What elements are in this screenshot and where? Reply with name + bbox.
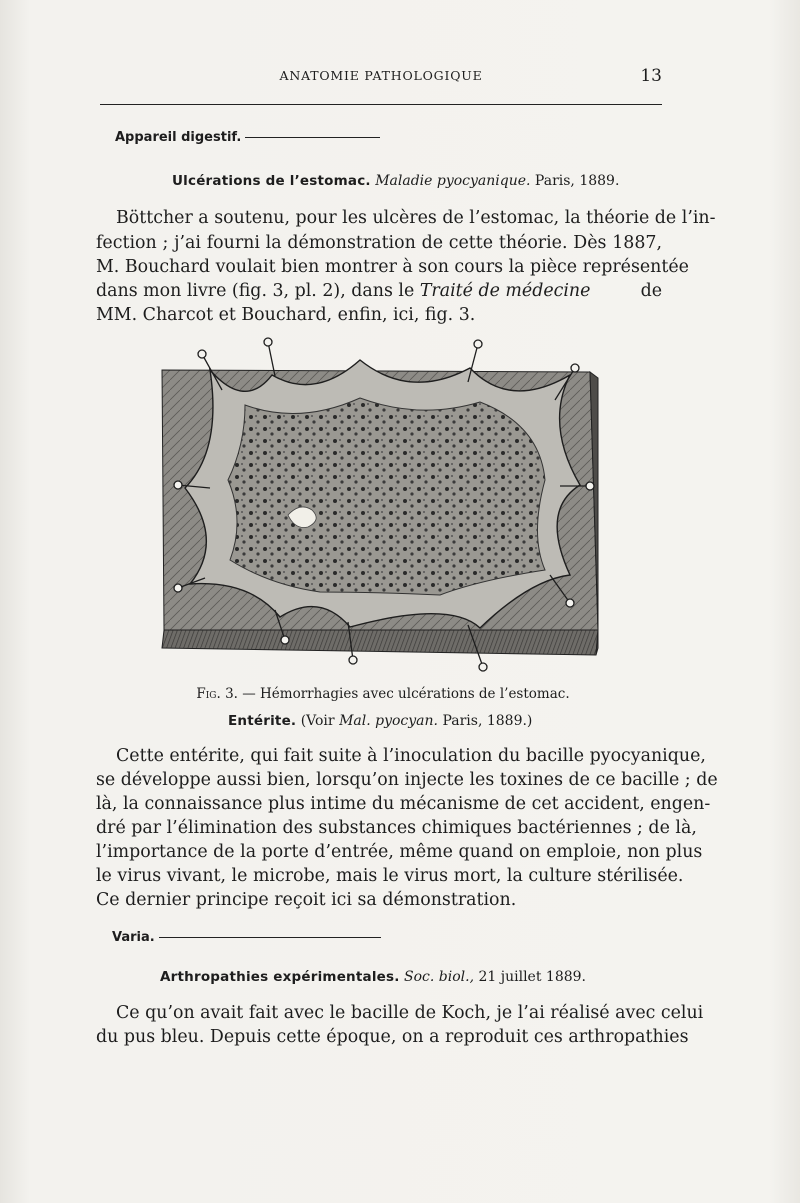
section-heading-rule bbox=[159, 937, 381, 938]
paragraph-line: M. Bouchard voulait bien montrer à son cours la pièce représentée bbox=[96, 257, 689, 277]
paragraph-line: se développe aussi bien, lorsqu’on injecte les toxines de ce bacille ; de bbox=[96, 770, 718, 790]
subheading-title: Entérite. bbox=[228, 713, 297, 729]
figure-caption bbox=[100, 686, 666, 702]
subheading-title: Arthropathies expérimentales. bbox=[160, 969, 400, 985]
subheading-ref: 21 juillet 1889. bbox=[474, 969, 586, 985]
subheading-title: Ulcérations de l’estomac. bbox=[172, 173, 371, 189]
paragraph-line: du pus bleu. Depuis cette époque, on a reproduit ces arthropathies bbox=[96, 1027, 689, 1047]
figure-label: Fig. 3. bbox=[196, 686, 238, 702]
paragraph-line: MM. Charcot et Bouchard, enfin, ici, fig. 3. bbox=[96, 305, 476, 325]
paragraph-line-start: dans mon livre (fig. 3, pl. 2), dans le bbox=[96, 281, 420, 301]
subheading-ref-italic: Maladie pyocyanique. bbox=[375, 173, 531, 189]
subheading-ref-italic: Mal. pyocyan. bbox=[339, 713, 438, 729]
section-heading-varia bbox=[112, 930, 381, 945]
subheading-enterite bbox=[228, 713, 532, 729]
running-title: ANATOMIE PATHOLOGIQUE bbox=[279, 68, 483, 83]
paragraph-line: le virus vivant, le microbe, mais le virus mort, la culture stérilisée. bbox=[96, 866, 684, 886]
paragraph-line: Ce qu’on avait fait avec le bacille de Koch, je l’ai réalisé avec celui bbox=[116, 1003, 704, 1023]
running-head bbox=[100, 66, 662, 90]
header-rule bbox=[100, 104, 662, 105]
page-number: 13 bbox=[640, 66, 662, 86]
paragraph-line bbox=[96, 280, 662, 302]
paragraph-line-end: de bbox=[640, 281, 662, 301]
section-heading-text: Varia. bbox=[112, 930, 155, 945]
subheading-ref: Paris, 1889. bbox=[530, 173, 620, 189]
paragraph-line: Cette entérite, qui fait suite à l’inoculation du bacille pyocyanique, bbox=[116, 746, 706, 766]
figure-caption-text: — Hémorrhagies avec ulcérations de l’estomac. bbox=[237, 686, 570, 702]
section-heading-digestif bbox=[115, 130, 380, 145]
paragraph-line: là, la connaissance plus intime du mécanisme de cet accident, engen- bbox=[96, 794, 711, 814]
paragraph-line: l’importance de la porte d’entrée, même quand on emploie, non plus bbox=[96, 842, 703, 862]
section-heading-text: Appareil digestif. bbox=[115, 130, 242, 145]
subheading-arthropathies bbox=[160, 969, 586, 985]
section-heading-rule bbox=[245, 137, 380, 138]
subheading-ref-post: Paris, 1889.) bbox=[438, 713, 533, 729]
paragraph-line: Ce dernier principe reçoit ici sa démonstration. bbox=[96, 890, 517, 910]
subheading-ref-italic: Soc. biol., bbox=[404, 969, 475, 985]
stomach-specimen-engraving bbox=[150, 330, 620, 675]
subheading-ulcerations bbox=[172, 173, 619, 189]
paragraph-line: dré par l’élimination des substances chimiques bactériennes ; de là, bbox=[96, 818, 697, 838]
subheading-ref-pre: (Voir bbox=[296, 713, 340, 729]
paragraph-line: fection ; j’ai fourni la démonstration de cette théorie. Dès 1887, bbox=[96, 233, 662, 253]
paragraph-line-italic: Traité de médecine bbox=[419, 281, 591, 301]
paragraph-line: Böttcher a soutenu, pour les ulcères de l’estomac, la théorie de l’in- bbox=[116, 208, 716, 228]
